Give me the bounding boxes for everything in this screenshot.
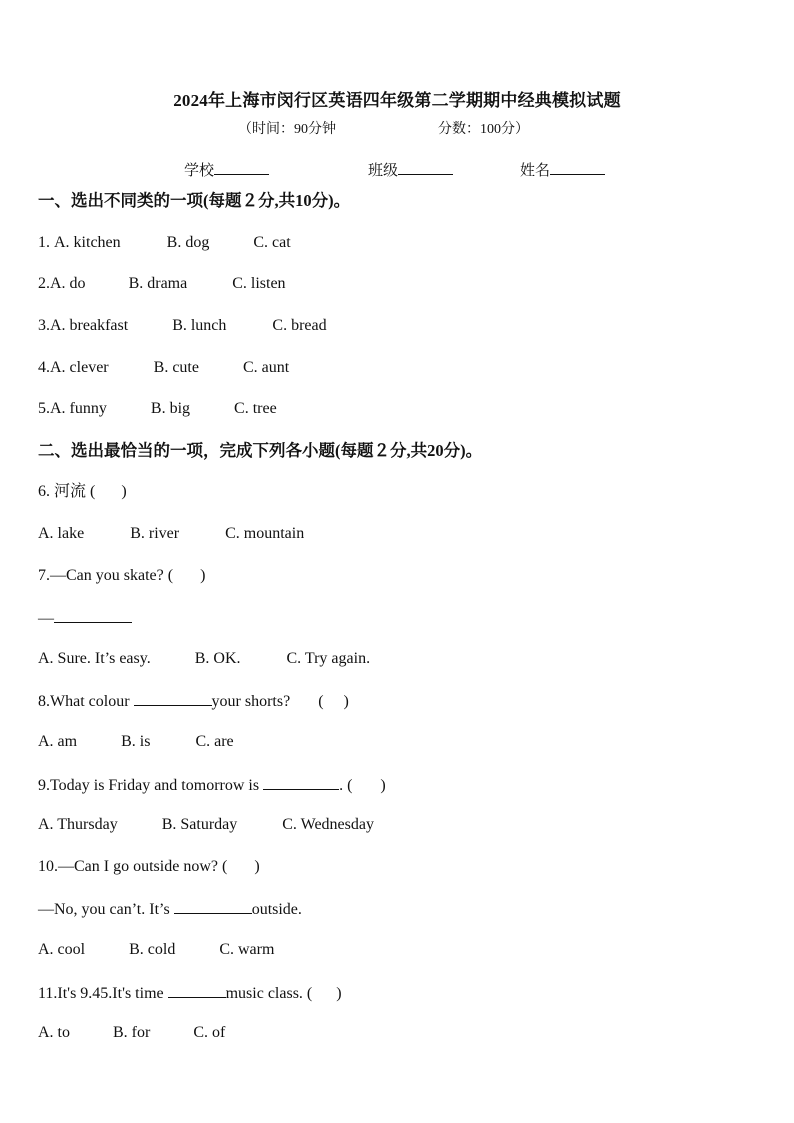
option-a[interactable]: A. Thursday bbox=[38, 816, 118, 833]
student-info-row bbox=[0, 159, 794, 181]
question-7-text: 7.—Can you skate? ( bbox=[38, 567, 174, 584]
school-field[interactable] bbox=[184, 159, 269, 180]
option-c[interactable]: C. warm bbox=[219, 941, 275, 958]
option-b[interactable]: B. cold bbox=[129, 941, 176, 958]
option-b[interactable]: B. Saturday bbox=[161, 816, 238, 833]
question-11-stem bbox=[38, 982, 342, 1004]
option-a[interactable]: A. clever bbox=[50, 359, 109, 376]
class-field[interactable] bbox=[368, 159, 453, 180]
question-9-text-end: . ( bbox=[339, 777, 353, 794]
option-b[interactable]: B. dog bbox=[166, 234, 210, 251]
answer-blank[interactable] bbox=[168, 982, 226, 998]
option-a[interactable]: A. am bbox=[38, 733, 78, 750]
question-11-text-end: music class. ( bbox=[225, 985, 313, 1002]
option-c[interactable]: C. of bbox=[193, 1024, 226, 1041]
option-b[interactable]: B. cute bbox=[153, 359, 199, 376]
answer-blank[interactable] bbox=[134, 690, 212, 706]
question-6-stem bbox=[38, 482, 127, 502]
question-2 bbox=[38, 274, 286, 294]
reply-text: —No, you can’t. It’s bbox=[38, 901, 174, 918]
option-b[interactable]: B. big bbox=[150, 400, 191, 417]
question-10-text: 10.—Can I go outside now? ( bbox=[38, 858, 228, 875]
question-7-reply bbox=[38, 607, 132, 629]
name-label: 姓名 bbox=[520, 163, 551, 179]
option-a[interactable]: A. Sure. It’s easy. bbox=[38, 650, 151, 667]
option-b[interactable]: B. OK. bbox=[194, 650, 241, 667]
reply-dash: — bbox=[38, 610, 54, 627]
school-blank[interactable] bbox=[214, 159, 269, 175]
option-a[interactable]: A. breakfast bbox=[50, 317, 129, 334]
option-c[interactable]: C. Try again. bbox=[286, 650, 371, 667]
option-b[interactable]: B. for bbox=[113, 1024, 151, 1041]
answer-paren-close: ) bbox=[254, 858, 260, 875]
total-score: 分数：100分） bbox=[438, 122, 529, 137]
question-3 bbox=[38, 316, 327, 336]
option-c[interactable]: C. are bbox=[195, 733, 234, 750]
answer-blank[interactable] bbox=[263, 774, 339, 790]
question-6-text: 6. 河流 ( bbox=[38, 483, 96, 500]
option-a[interactable]: A. cool bbox=[38, 941, 86, 958]
answer-paren-close: ) bbox=[380, 777, 386, 794]
option-c[interactable]: C. Wednesday bbox=[282, 816, 374, 833]
question-number: 5. bbox=[38, 400, 50, 417]
option-c[interactable]: C. tree bbox=[234, 400, 277, 417]
option-b[interactable]: B. is bbox=[121, 733, 151, 750]
reply-text-end: outside. bbox=[251, 901, 302, 918]
option-c[interactable]: C. listen bbox=[232, 275, 286, 292]
question-number: 1. bbox=[38, 234, 54, 251]
school-label: 学校 bbox=[184, 163, 215, 179]
class-label: 班级 bbox=[368, 163, 399, 179]
question-10-stem bbox=[38, 857, 260, 877]
name-field[interactable] bbox=[520, 159, 605, 180]
option-a[interactable]: A. kitchen bbox=[54, 234, 121, 251]
option-c[interactable]: C. bread bbox=[272, 317, 327, 334]
question-7-options bbox=[38, 649, 370, 669]
section-1-heading: 一、选出不同类的一项(每题２分,共10分)。 bbox=[38, 191, 351, 210]
class-blank[interactable] bbox=[398, 159, 453, 175]
page-title: 2024年上海市闵行区英语四年级第二学期期中经典模拟试题 bbox=[173, 91, 621, 110]
option-b[interactable]: B. drama bbox=[128, 275, 188, 292]
question-8-options bbox=[38, 732, 234, 752]
time-limit: （时间：90分钟 bbox=[238, 122, 336, 137]
question-8-text-end: your shorts? bbox=[211, 693, 291, 710]
answer-paren-close: ) bbox=[200, 567, 206, 584]
answer-paren: ( ) bbox=[318, 693, 349, 710]
question-9-stem bbox=[38, 774, 386, 796]
question-4 bbox=[38, 358, 289, 378]
reply-blank[interactable] bbox=[174, 898, 252, 914]
question-8-stem bbox=[38, 690, 349, 712]
reply-blank[interactable] bbox=[54, 607, 132, 623]
question-8-text: 8.What colour bbox=[38, 693, 134, 710]
question-5 bbox=[38, 399, 277, 419]
exam-meta bbox=[238, 118, 529, 138]
question-9-options bbox=[38, 815, 374, 835]
option-c[interactable]: C. aunt bbox=[242, 359, 290, 376]
name-blank[interactable] bbox=[550, 159, 605, 175]
question-11-text: 11.It's 9.45.It's time bbox=[38, 985, 168, 1002]
answer-paren-close: ) bbox=[121, 483, 127, 500]
answer-paren-close: ) bbox=[336, 985, 342, 1002]
option-b[interactable]: B. lunch bbox=[172, 317, 227, 334]
option-a[interactable]: A. do bbox=[50, 275, 86, 292]
question-7-stem bbox=[38, 566, 205, 586]
option-a[interactable]: A. to bbox=[38, 1024, 70, 1041]
option-a[interactable]: A. funny bbox=[50, 400, 107, 417]
question-number: 2. bbox=[38, 275, 50, 292]
option-a[interactable]: A. lake bbox=[38, 525, 85, 542]
question-10-options bbox=[38, 940, 274, 960]
section-2-heading: 二、选出最恰当的一项，完成下列各小题(每题２分,共20分)。 bbox=[38, 441, 483, 460]
question-6-options bbox=[38, 524, 304, 544]
option-c[interactable]: C. mountain bbox=[225, 525, 305, 542]
option-c[interactable]: C. cat bbox=[253, 234, 291, 251]
option-b[interactable]: B. river bbox=[130, 525, 180, 542]
question-11-options bbox=[38, 1023, 225, 1043]
question-number: 3. bbox=[38, 317, 50, 334]
question-10-reply bbox=[38, 898, 302, 920]
question-1 bbox=[38, 233, 291, 253]
question-9-text: 9.Today is Friday and tomorrow is bbox=[38, 777, 264, 794]
question-number: 4. bbox=[38, 359, 50, 376]
